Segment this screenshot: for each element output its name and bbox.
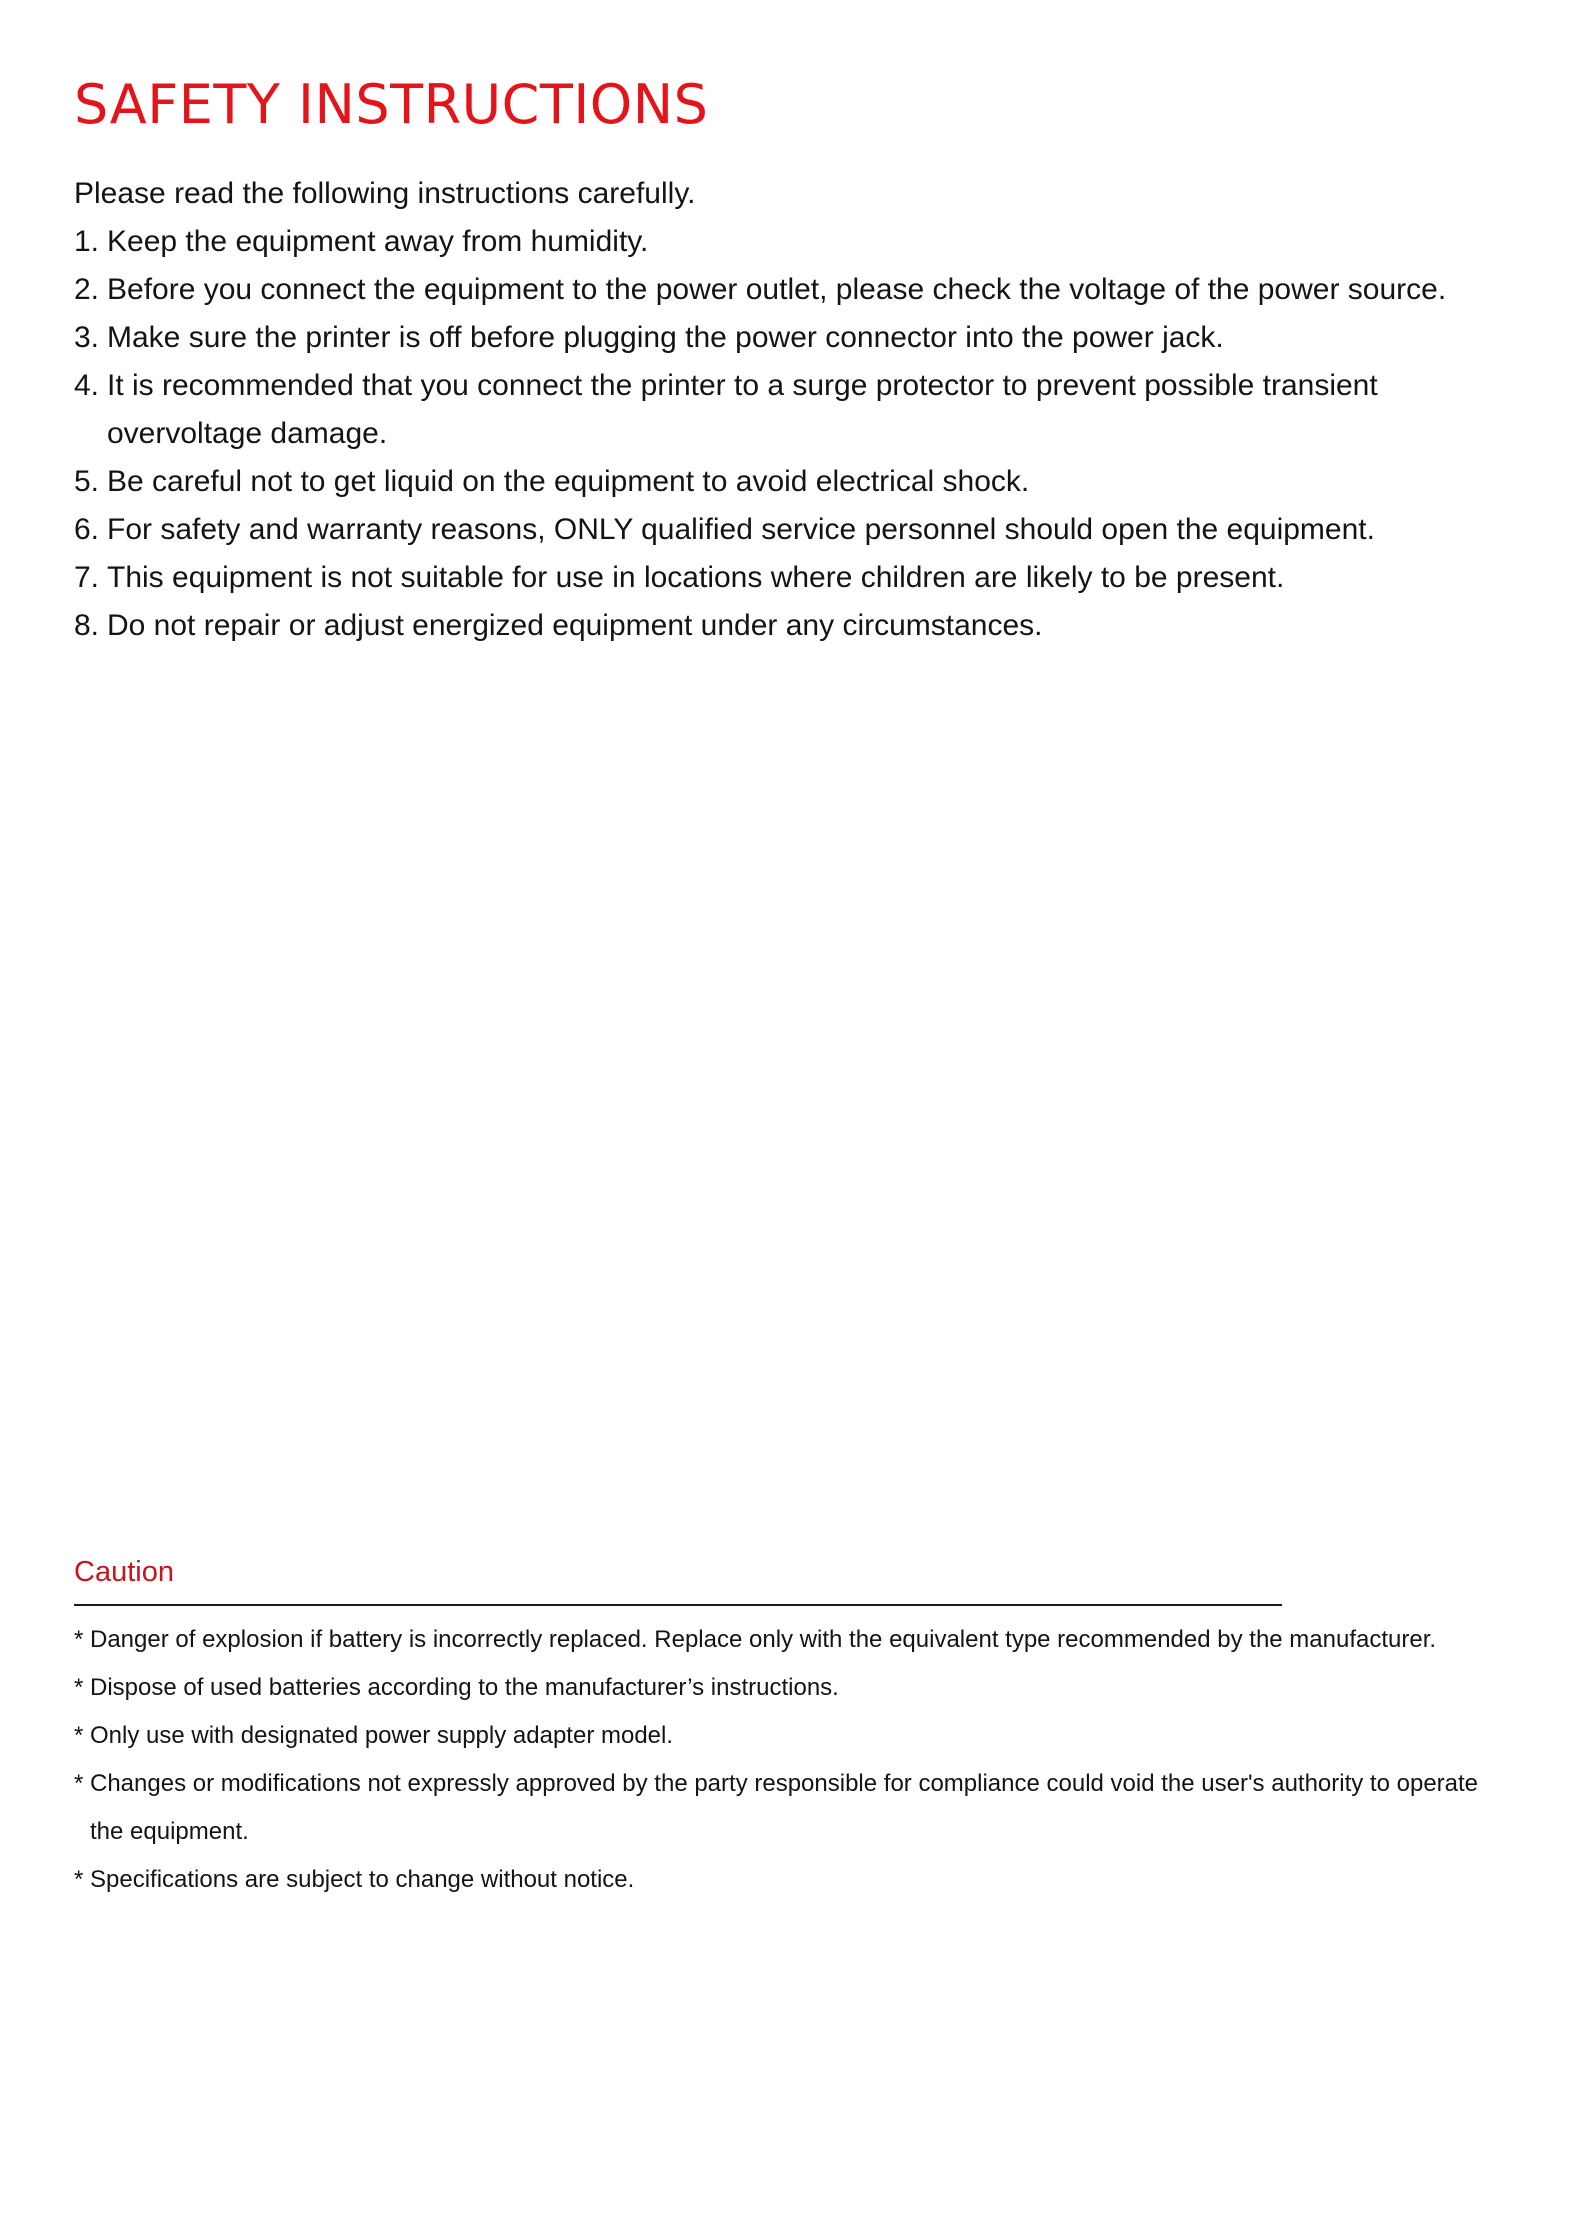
instruction-item: [74, 602, 1514, 650]
instruction-number: 4.: [74, 369, 100, 402]
instruction-number: 3.: [74, 321, 100, 354]
caution-item: [74, 1856, 1514, 1904]
safety-instructions-section: [74, 170, 1514, 650]
caution-item: [74, 1760, 1514, 1856]
caution-item: [74, 1616, 1514, 1664]
instruction-number: 7.: [74, 561, 100, 594]
caution-text: Dispose of used batteries according to the manufacturer’s instructions.: [90, 1674, 839, 1701]
instruction-item: [74, 266, 1514, 314]
instruction-item: [74, 314, 1514, 362]
caution-text: Changes or modifications not expressly approved by the party responsible for compliance could void the user's authority to operate the equipment.: [90, 1770, 1479, 1845]
instruction-list: [74, 218, 1514, 650]
instruction-text: Make sure the printer is off before plugging the power connector into the power jack.: [107, 321, 1224, 354]
caution-bullet: *: [74, 1674, 84, 1701]
instruction-number: 8.: [74, 609, 100, 642]
instruction-item: [74, 218, 1514, 266]
caution-text: Danger of explosion if battery is incorrectly replaced. Replace only with the equivalent type recommended by the manufacturer.: [90, 1626, 1437, 1653]
instruction-item: [74, 554, 1514, 602]
caution-list: [74, 1616, 1514, 1904]
intro-text: Please read the following instructions carefully.: [74, 177, 696, 210]
instruction-number: 6.: [74, 513, 100, 546]
caution-bullet: *: [74, 1866, 84, 1893]
instruction-number: 2.: [74, 273, 100, 306]
caution-divider: [74, 1604, 1282, 1606]
instruction-text: Do not repair or adjust energized equipment under any circumstances.: [107, 609, 1043, 642]
instruction-text: Be careful not to get liquid on the equipment to avoid electrical shock.: [107, 465, 1030, 498]
caution-section: [74, 1550, 1514, 1904]
caution-text: Specifications are subject to change without notice.: [90, 1866, 635, 1893]
instruction-text: For safety and warranty reasons, ONLY qualified service personnel should open the equipment.: [107, 513, 1375, 546]
caution-bullet: *: [74, 1626, 84, 1653]
instruction-item: [74, 506, 1514, 554]
instruction-number: 1.: [74, 225, 100, 258]
instruction-item: [74, 458, 1514, 506]
page-title: SAFETY INSTRUCTIONS: [74, 73, 709, 136]
caution-item: [74, 1664, 1514, 1712]
caution-heading: Caution: [74, 1556, 174, 1588]
caution-item: [74, 1712, 1514, 1760]
caution-text: Only use with designated power supply adapter model.: [90, 1722, 674, 1749]
instruction-text: This equipment is not suitable for use in locations where children are likely to be present.: [107, 561, 1285, 594]
caution-bullet: *: [74, 1722, 84, 1749]
instruction-number: 5.: [74, 465, 100, 498]
instruction-text: Before you connect the equipment to the power outlet, please check the voltage of the power source.: [107, 273, 1447, 306]
instruction-text: Keep the equipment away from humidity.: [107, 225, 649, 258]
instruction-text: It is recommended that you connect the printer to a surge protector to prevent possible transient overvoltage damage.: [107, 369, 1378, 450]
instruction-item: [74, 362, 1514, 458]
caution-bullet: *: [74, 1770, 84, 1797]
